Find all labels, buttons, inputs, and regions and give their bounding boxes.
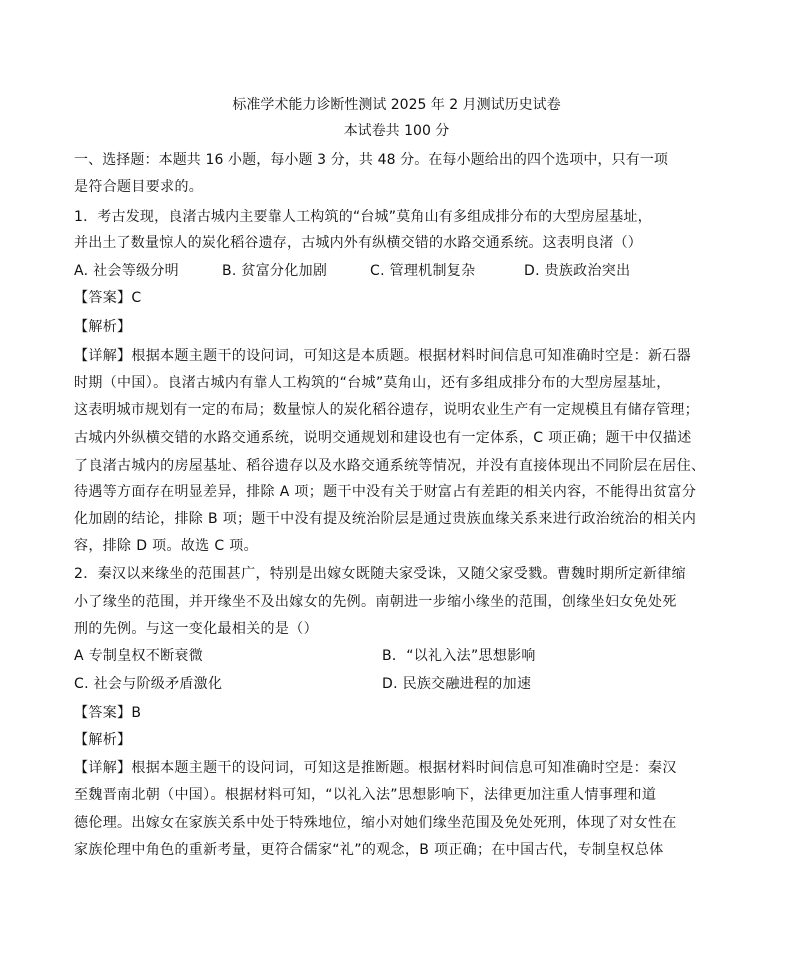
q2-option-b: B．“以礼入法”思想影响 [382, 648, 536, 664]
q1-detail-line: 【详解】根据本题主题干的设问词，可知这是本质题。根据材料时间信息可知准确时空是：新石器 [74, 348, 692, 364]
q1-stem-line1: 1．考古发现，良渚古城内主要靠人工构筑的“台城”莫角山有多组成排分布的大型房屋基址， [74, 209, 652, 225]
q1-stem-line2: 并出土了数量惊人的炭化稻谷遗存，古城内外有纵横交错的水路交通系统。这表明良渚（） [74, 235, 642, 251]
q2-option-a: A 专制皇权不断衰微 [74, 648, 204, 664]
q2-option-c: C. 社会与阶级矛盾激化 [74, 676, 223, 692]
q2-stem-line: 小了缘坐的范围，并开缘坐不及出嫁女的先例。南朝进一步缩小缘坐的范围，创缘坐妇女免处死 [74, 594, 677, 610]
q1-option-d: D. 贵族政治突出 [524, 263, 631, 279]
q1-detail-line: 古城内外纵横交错的水路交通系统，说明交通规划和建设也有一定体系，C 项正确；题干中仅描述 [74, 430, 692, 446]
q2-option-d: D. 民族交融进程的加速 [382, 676, 532, 692]
section-instruction-line1: 一、选择题：本题共 16 小题，每小题 3 分，共 48 分。在每小题给出的四个选项中，只有一项 [74, 152, 669, 168]
q2-detail-line: 家族伦理中角色的重新考量，更符合儒家“礼”的观念，B 项正确；在中国古代，专制皇权总体 [74, 842, 664, 858]
q2-analysis-label: 【解析】 [74, 732, 132, 748]
q2-detail-line: 【详解】根据本题主题干的设问词，可知这是推断题。根据材料时间信息可知准确时空是：秦汉 [74, 760, 677, 776]
q1-option-c: C. 管理机制复杂 [370, 263, 476, 279]
section-instruction-line2: 是符合题目要求的。 [74, 179, 204, 195]
exam-title: 标准学术能力诊断性测试 2025 年 2 月测试历史试卷 [232, 97, 561, 113]
exam-subtitle: 本试卷共 100 分 [343, 123, 450, 139]
q1-detail-line: 待遇等方面存在明显差异，排除 A 项；题干中没有关于财富占有差距的相关内容，不能得出贫富分 [74, 484, 697, 500]
q1-detail-line: 了良渚古城内的房屋基址、稻谷遗存以及水路交通系统等情况，并没有直接体现出不同阶层在居住、 [74, 458, 706, 474]
q1-option-b: B. 贫富分化加剧 [222, 263, 328, 279]
q1-analysis-label: 【解析】 [74, 319, 132, 335]
q2-answer: 【答案】B [74, 705, 142, 721]
q1-option-a: A. 社会等级分明 [74, 263, 179, 279]
q2-stem-line: 2．秦汉以来缘坐的范围甚广，特别是出嫁女既随夫家受诛，又随父家受戮。曹魏时期所定新律缩 [74, 566, 686, 582]
q1-detail-line: 这表明城市规划有一定的布局；数量惊人的炭化稻谷遗存，说明农业生产有一定规模且有储存管理； [74, 402, 699, 418]
q2-detail-line: 至魏晋南北朝（中国）。根据材料可知，“以礼入法”思想影响下，法律更加注重人情事理和道 [74, 787, 657, 803]
q1-answer: 【答案】C [74, 290, 142, 306]
q1-detail-line: 化加剧的结论，排除 B 项；题干中没有提及统治阶层是通过贵族血缘关系来进行政治统治的相关内 [74, 511, 697, 527]
q1-detail-line: 时期（中国）。良渚古城内有靠人工构筑的“台城”莫角山，还有多组成排分布的大型房屋基址， [74, 375, 671, 391]
q1-detail-line: 容，排除 D 项。故选 C 项。 [74, 538, 258, 554]
q2-stem-line: 刑的先例。与这一变化最相关的是（） [74, 621, 318, 637]
q2-detail-line: 德伦理。出嫁女在家族关系中处于特殊地位，缩小对她们缘坐范围及免处死刑，体现了对女性在 [74, 815, 677, 831]
